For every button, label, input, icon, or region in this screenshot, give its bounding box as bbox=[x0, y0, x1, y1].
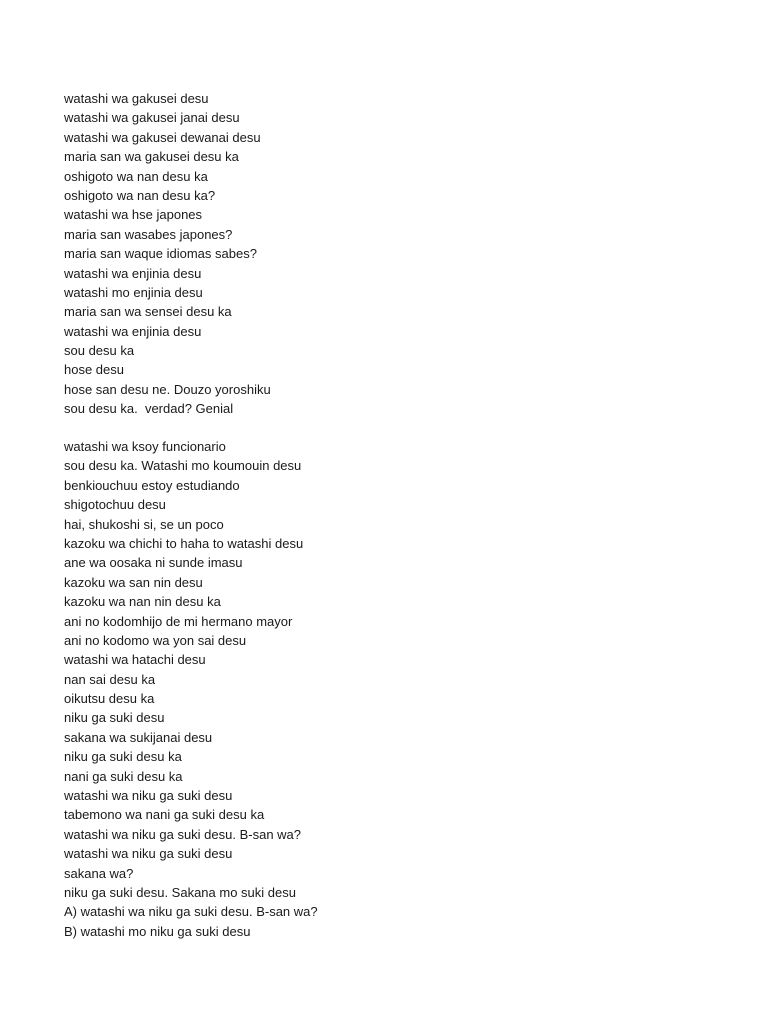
text-line: hai, shukoshi si, se un poco bbox=[64, 516, 224, 532]
text-line: watashi wa enjinia desu bbox=[64, 323, 202, 339]
text-line: watashi wa gakusei janai desu bbox=[64, 110, 240, 126]
text-line: sou desu ka bbox=[64, 343, 135, 359]
text-line: kazoku wa san nin desu bbox=[64, 574, 203, 590]
text-line: watashi wa hatachi desu bbox=[64, 652, 206, 668]
text-line: oshigoto wa nan desu ka? bbox=[64, 187, 216, 203]
text-line: niku ga suki desu bbox=[64, 710, 165, 726]
text-line: watashi wa gakusei desu bbox=[64, 91, 209, 106]
text-line: sou desu ka. Watashi mo koumouin desu bbox=[64, 458, 302, 474]
text-line: ani no kodomo wa yon sai desu bbox=[64, 632, 247, 648]
text-line: watashi wa niku ga suki desu bbox=[64, 788, 233, 804]
text-line: nan sai desu ka bbox=[64, 671, 156, 687]
text-line: sakana wa? bbox=[64, 865, 134, 881]
text-line: ani no kodomhijo de mi hermano mayor bbox=[64, 613, 293, 629]
text-line: maria san wa gakusei desu ka bbox=[64, 149, 239, 165]
text-line: niku ga suki desu. Sakana mo suki desu bbox=[64, 884, 296, 900]
text-line: kazoku wa nan nin desu ka bbox=[64, 594, 221, 610]
text-line: kazoku wa chichi to haha to watashi desu bbox=[64, 535, 304, 551]
text-block-2 bbox=[64, 437, 724, 941]
text-line: A) watashi wa niku ga suki desu. B-san wa? bbox=[64, 904, 318, 920]
text-line: watashi mo enjinia desu bbox=[64, 284, 203, 300]
text-line: ane wa oosaka ni sunde imasu bbox=[64, 555, 243, 571]
text-line: hose san desu ne. Douzo yoroshiku bbox=[64, 381, 271, 397]
text-line: watashi wa enjinia desu bbox=[64, 265, 202, 281]
text-line: watashi wa gakusei dewanai desu bbox=[64, 129, 261, 145]
text-line: oshigoto wa nan desu ka bbox=[64, 168, 208, 184]
text-line: B) watashi mo niku ga suki desu bbox=[64, 923, 251, 939]
text-line: shigotochuu desu bbox=[64, 497, 166, 513]
text-line: benkiouchuu estoy estudiando bbox=[64, 477, 240, 493]
text-line: watashi wa hse japones bbox=[64, 207, 203, 223]
text-line: maria san waque idiomas sabes? bbox=[64, 246, 257, 262]
text-line: watashi wa ksoy funcionario bbox=[64, 439, 226, 454]
text-line: tabemono wa nani ga suki desu ka bbox=[64, 807, 265, 823]
text-line: sakana wa sukijanai desu bbox=[64, 729, 213, 745]
text-line: sou desu ka. verdad? Genial bbox=[64, 401, 234, 417]
text-block-1 bbox=[64, 89, 724, 419]
text-line: niku ga suki desu ka bbox=[64, 749, 182, 765]
text-line: maria san wasabes japones? bbox=[64, 226, 233, 242]
text-line: maria san wa sensei desu ka bbox=[64, 304, 232, 320]
text-line: hose desu bbox=[64, 362, 124, 378]
text-line: watashi wa niku ga suki desu. B-san wa? bbox=[64, 826, 302, 842]
text-line: oikutsu desu ka bbox=[64, 691, 155, 707]
text-line: nani ga suki desu ka bbox=[64, 768, 183, 784]
text-line: watashi wa niku ga suki desu bbox=[64, 846, 233, 862]
